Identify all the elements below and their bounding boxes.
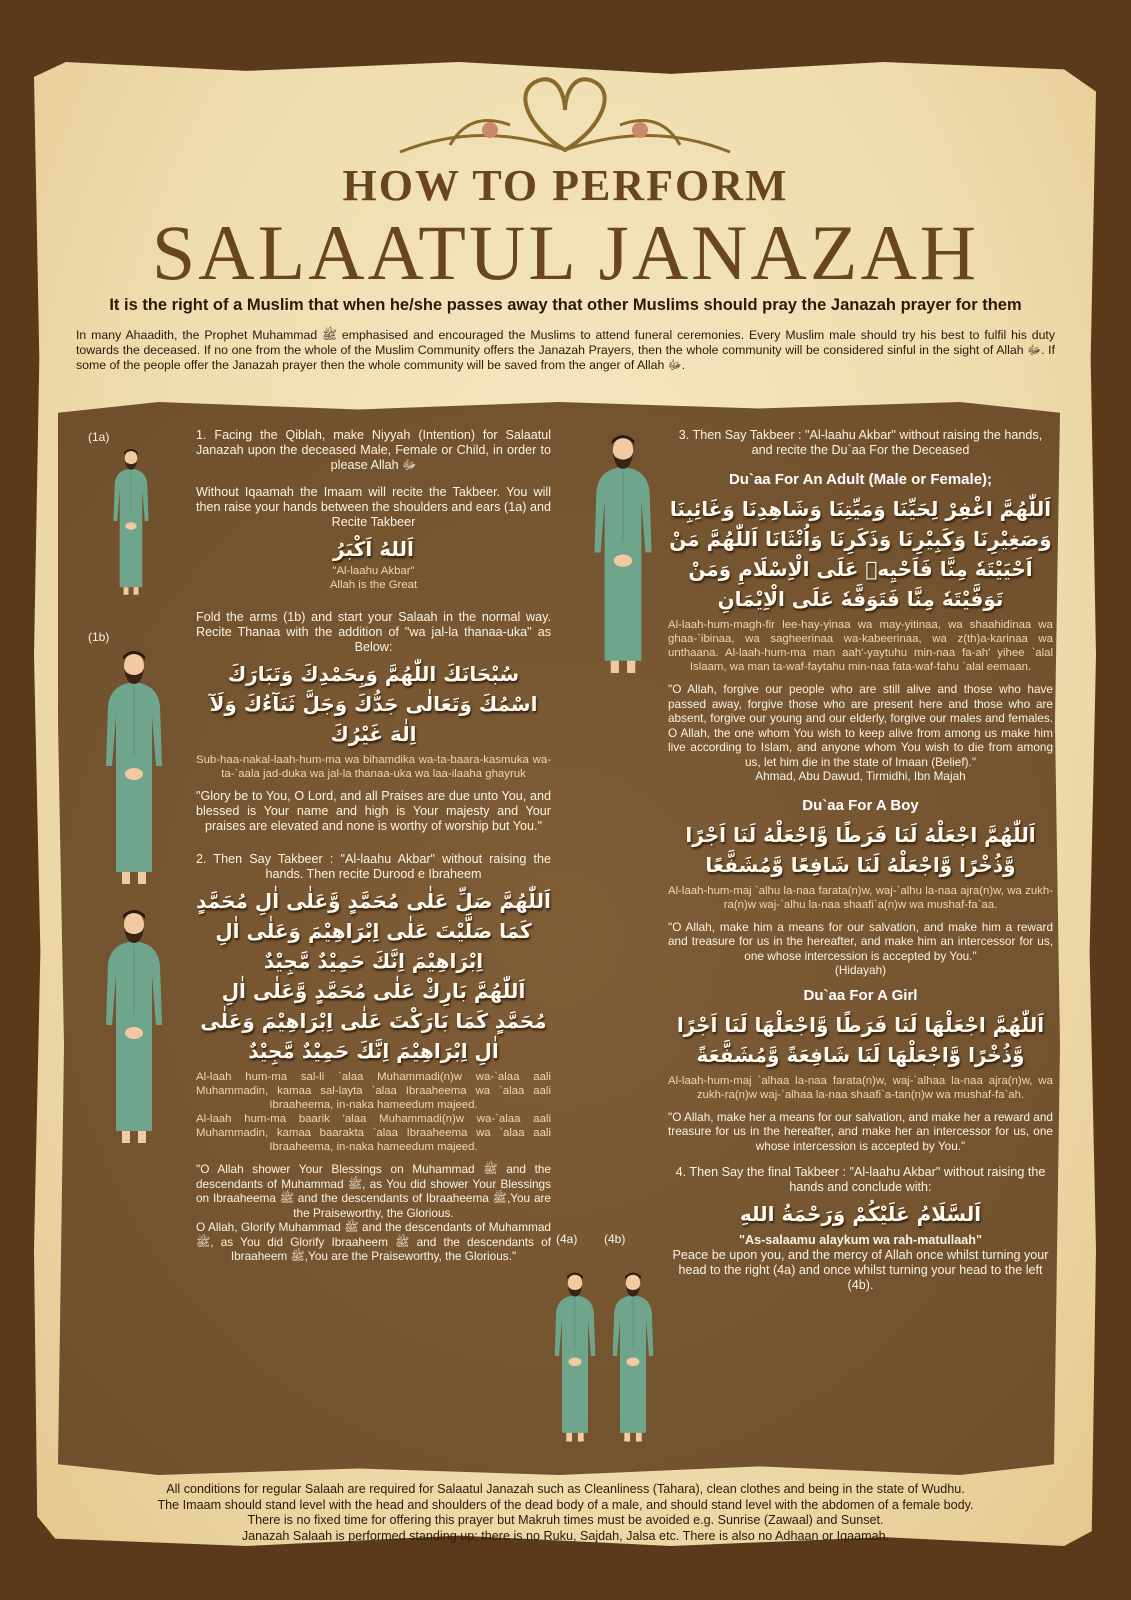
- takbeer-translation: Allah is the Great: [329, 579, 418, 591]
- figure-salam-left: [604, 1250, 662, 1462]
- step2-text: 2. Then Say Takbeer : "Al-laahu Akbar" without raising the hands. Then recite Durood e Ibraheem: [196, 852, 551, 881]
- figure-salam-right: [546, 1250, 604, 1462]
- thanaa-translation: "Glory be to You, O Lord, and all Praises are due unto You, and blessed is Your name and high is Your majesty and Your praises are elevated and none is worthy of worship but You.": [196, 789, 551, 833]
- right-column: [668, 428, 1053, 1293]
- figure-folded-arms: [93, 646, 175, 886]
- ornament-decoration: [390, 70, 740, 160]
- boy-dua-source: (Hidayah): [834, 963, 887, 977]
- durood-translation-1: "O Allah shower Your Blessings on Muhammad ﷺ and the descendants of Muhammad ﷺ, as You did shower Your Blessings on Ibraaheema ﷺ and the descendants of Ibraaheema ﷺ,You are the Praiseworthy, the Glorious.: [196, 1162, 551, 1220]
- girl-dua-heading: Du`aa For A Girl: [803, 986, 918, 1004]
- takbeer-arabic: اَللهُ اَكْبَرُ: [333, 537, 414, 561]
- durood-arabic-2: اَللّٰهُمَّ بَارِكْ عَلٰى مُحَمَّدٍ وَّعَلٰى اٰلِ مُحَمَّدٍ كَمَا بَارَكْتَ عَلٰى اِبْرَاهِيْمَ وَعَلٰى اٰلِ اِبْرَاهِيْمَ اِنَّكَ حَمِيْدٌ مَّجِيْدٌ: [200, 979, 547, 1063]
- thanaa-arabic: سُبْحَانَكَ اللّٰهُمَّ وَبِحَمْدِكَ وَتَبَارَكَ اسْمُكَ وَتَعَالٰى جَدُّكَ وَجَلَّ ثَنَآءُكَ وَلَآ اِلٰهَ غَيْرُكَ: [209, 662, 538, 746]
- label-1b: (1b): [88, 630, 110, 644]
- adult-dua-source: Ahmad, Abu Dawud, Tirmidhi, Ibn Majah: [755, 769, 966, 783]
- figure-standing-step3: [582, 430, 664, 675]
- girl-dua-translation: "O Allah, make her a means for our salvation, and make her a reward and treasure for us in the hereafter, and make her an intercessor for us, one whose intercession is accepted by You.": [668, 1109, 1053, 1153]
- salam-arabic: اَلسَّلَامُ عَلَيْكُمْ وَرَحْمَةُ اللهِ: [739, 1202, 982, 1226]
- salam-transliteration: "As-salaamu alaykum wa rah-matullaah": [739, 1233, 982, 1247]
- intro-paragraph: In many Ahaadith, the Prophet Muhammad ﷺ emphasised and encouraged the Muslims to attend funeral ceremonies. Every Muslim male should try his best to fulfil his duty towards the deceased. If no one from the whole of the Muslim Community offers the Janazah Prayers, then the whole community will be considered sinful in the sight of Allah ﷻ. If some of the people offer the Janazah prayer then the whole community will be saved from the anger of Allah ﷻ.: [76, 328, 1055, 372]
- adult-dua-translation: "O Allah, forgive our people who are still alive and those who have passed away, forgive those who are present here and those who are absent, forgive our young and our elderly, forgive our males and females. O Allah, the one whom You wish to keep alive from among us make him live according to Islam, and anyone whom You wish to die from among us, let him die in the state of Imaan (Belief).": [668, 682, 1053, 769]
- adult-dua-arabic: اَللّٰهُمَّ اغْفِرْ لِحَيِّنَا وَمَيِّتِنَا وَشَاهِدِنَا وَغَائِبِنَا وَصَغِيْرِنَا وَكَبِيْرِنَا وَذَكَرِنَا وَاُنْثَانَا اَللّٰهُمَّ مَنْ اَحْيَيْتَهٗ مِنَّا فَاَحْيِهٖ عَلَى الْاِسْلَامِ وَمَنْ تَوَفَّيْتَهٗ مِنَّا فَتَوَفَّهٗ عَلَى الْاِيْمَانِ: [669, 497, 1052, 611]
- durood-translation-2: O Allah, Glorify Muhammad ﷺ and the descendants of Muhammad ﷺ, as You did Glorify Ibraaheem ﷺ and the descendants of Ibraaheem ﷺ,You are the Praiseworthy, the Glorious.": [196, 1220, 551, 1263]
- boy-dua-arabic: اَللّٰهُمَّ اجْعَلْهُ لَنَا فَرَطًا وَّاجْعَلْهُ لَنَا اَجْرًا وَّذُخْرًا وَّاجْعَلْهُ لَنَا شَافِعًا وَّمُشَفَّعًا: [685, 822, 1036, 877]
- girl-dua-transliteration: Al-laah-hum-maj `alhaa la-naa farata(n)w, waj-`alhaa la-naa ajra(n)w, wa zukh-ra(n)w waj-`alhaa la-naa shaafi`a-tan(n)w wa mushaf-fa`ah.: [668, 1074, 1053, 1101]
- durood-transliteration-1: Al-laah hum-ma sal-li `alaa Muhammadi(n)w wa-`alaa aali Muhammadin, kamaa sal-layta `alaa Ibraaheema wa `alaa aali Ibraaheema, in-naka hameedum majeed.: [196, 1071, 551, 1111]
- durood-transliteration-2: Al-laah hum-ma baarik 'alaa Muhammadi(n)w wa-`alaa aali Muhammadin, kamaa baarakta `alaa Ibraaheema wa `alaa aali Ibraaheema, in-naka hameedum majeed.: [196, 1113, 551, 1153]
- durood-arabic-1: اَللّٰهُمَّ صَلِّ عَلٰى مُحَمَّدٍ وَّعَلٰى اٰلِ مُحَمَّدٍ كَمَا صَلَّيْتَ عَلٰى اِبْرَاهِيْمَ وَعَلٰى اٰلِ اِبْرَاهِيْمَ اِنَّكَ حَمِيْدٌ مَّجِيْدٌ: [196, 889, 551, 973]
- girl-dua-arabic: اَللّٰهُمَّ اجْعَلْهَا لَنَا فَرَطًا وَّاجْعَلْهَا لَنَا اَجْرًا وَّذُخْرًا وَّاجْعَلْهَا لَنَا شَافِعَةً وَّمُشَفَّعَةً: [676, 1012, 1045, 1067]
- footer-notes: [60, 1482, 1071, 1544]
- footer-line: Janazah Salaah is performed standing up; there is no Ruku, Sajdah, Jalsa etc. There is also no Adhaan or Iqaamah.: [241, 1528, 890, 1543]
- boy-dua-transliteration: Al-laah-hum-maj `alhu la-naa farata(n)w, waj-`alhu la-naa ajra(n)w, wa zukh-ra(n)w waj-`alhu la-naa shaafi`a(n)w wa mushaf-fa`aa.: [668, 884, 1053, 911]
- label-4a: (4a): [556, 1232, 578, 1246]
- figure-standing-step2: [93, 905, 175, 1145]
- adult-dua-transliteration: Al-laah-hum-magh-fir lee-hay-yinaa wa may-yitinaa, wa shaahidinaa wa ghaa-`ibinaa, wa sagheerinaa wa-kabeerinaa, wa z(th)a-karinaa wa unthaana. Al-laah-hum-ma man aah'-yaytuhu min-naa fa-ah' yihee `alal Islaam, wa man ta-waf-faytahu min-naa fata-waf-fahu `alal eemaan.: [668, 619, 1053, 673]
- takbeer-transliteration: "Al-laahu Akbar": [332, 565, 415, 577]
- footer-line: All conditions for regular Salaah are required for Salaatul Janazah such as Cleanliness (Tahara), clean clothes and being in the state of Wudhu.: [166, 1482, 965, 1496]
- step3-text: 3. Then Say Takbeer : "Al-laahu Akbar" without raising the hands, and recite the Du`aa For the Deceased: [678, 428, 1043, 457]
- footer-line: The Imaam should stand level with the head and shoulders of the dead body of a male, and should stand level with the abdomen of a female body.: [157, 1497, 974, 1512]
- label-4b: (4b): [604, 1232, 626, 1246]
- label-1a: (1a): [88, 430, 110, 444]
- footer-line: There is no fixed time for offering this prayer but Makruh times must be avoided e.g. Sunrise (Zawaal) and Sunset.: [247, 1513, 884, 1527]
- subtitle: It is the right of a Muslim that when he/she passes away that other Muslims should pray the Janazah prayer for them: [109, 296, 1022, 314]
- adult-dua-heading: Du`aa For An Adult (Male or Female);: [728, 471, 993, 488]
- title-small: HOW TO PERFORM: [342, 161, 789, 210]
- thanaa-transliteration: Sub-haa-nakal-laah-hum-ma wa bihamdika wa-ta-baara-kasmuka wa-ta-`aala jad-duka wa jal-la thanaa-uka wa laa-ilaaha ghayruk: [196, 754, 551, 780]
- step1-text: 1. Facing the Qiblah, make Niyyah (Intention) for Salaatul Janazah upon the deceased Male, Female or Child, in order to please Allah ﷻ: [196, 428, 551, 472]
- step4-text: 4. Then Say the final Takbeer : "Al-laahu Akbar" without raising the hands and conclude with:: [675, 1165, 1046, 1194]
- boy-dua-heading: Du`aa For A Boy: [802, 796, 919, 814]
- step1-takbeer-text: Without Iqaamah the Imaam will recite the Takbeer. You will then raise your hands between the shoulders and ears (1a) and Recite Takbeer: [196, 485, 551, 529]
- left-column: [196, 428, 551, 1264]
- salam-translation: Peace be upon you, and the mercy of Allah once whilst turning your head to the right (4a) and once whilst turning your head to the left (4b).: [672, 1248, 1049, 1292]
- title-large: SALAATUL JANAZAH: [151, 209, 980, 296]
- fold-arms-text: Fold the arms (1b) and start your Salaah in the normal way. Recite Thanaa with the addition of "wa jal-la thanaa-uka" as Below:: [196, 610, 551, 654]
- boy-dua-translation: "O Allah, make him a means for our salvation, and make him a reward and treasure for us in the hereafter, and make him an intercessor for us, one whose intercession is accepted by You.": [668, 919, 1053, 963]
- figure-raising-hands: [96, 446, 166, 596]
